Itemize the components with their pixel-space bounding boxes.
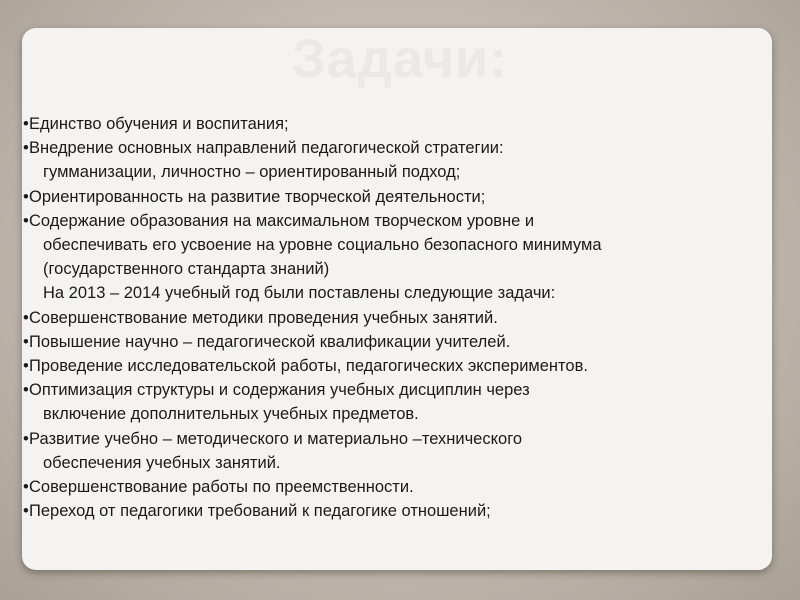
list-item-text: Переход от педагогики требований к педагогике отношений; [29, 502, 491, 521]
list-item [23, 209, 763, 233]
list-item-text: Ориентированность на развитие творческой деятельности; [29, 187, 486, 206]
bullet-marker: • [23, 211, 29, 230]
list-item [23, 136, 763, 160]
list-item [23, 330, 763, 354]
list-item [23, 112, 763, 136]
section-heading [23, 281, 763, 305]
list-item-continuation [23, 160, 763, 184]
list-item-continuation [23, 257, 763, 281]
list-item-text: (государственного стандарта знаний) [43, 260, 330, 279]
list-item-text: Совершенствование работы по преемственности. [29, 478, 414, 497]
list-item-text: Развитие учебно – методического и материально –технического [29, 429, 523, 448]
list-item-text: Проведение исследовательской работы, педагогических экспериментов. [29, 357, 588, 376]
list-item-text: Совершенствование методики проведения учебных занятий. [29, 308, 498, 327]
list-item [23, 378, 763, 402]
bullet-marker: • [23, 478, 29, 497]
bullet-marker: • [23, 429, 29, 448]
list-item-text: Повышение научно – педагогической квалификации учителей. [29, 332, 511, 351]
list-item [23, 499, 763, 523]
section-heading-text: На 2013 – 2014 учебный год были поставлены следующие задачи: [43, 284, 556, 303]
bullet-marker: • [23, 332, 29, 351]
list-item-text: Внедрение основных направлений педагогической стратегии: [29, 139, 504, 158]
bullet-marker: • [23, 308, 29, 327]
bullet-marker: • [23, 381, 29, 400]
bullet-marker: • [23, 502, 29, 521]
bullet-marker: • [23, 139, 29, 158]
list-item-text: Оптимизация структуры и содержания учебных дисциплин через [29, 381, 530, 400]
slide-title: Задачи: [291, 29, 509, 89]
list-item-text: гумманизации, личностно – ориентированный подход; [43, 163, 461, 182]
task-list [23, 112, 763, 523]
list-item [23, 475, 763, 499]
list-item-text: обеспечивать его усвоение на уровне социально безопасного минимума [43, 236, 602, 255]
list-item-continuation [23, 233, 763, 257]
list-item-text: обеспечения учебных занятий. [43, 453, 281, 472]
list-item-continuation [23, 402, 763, 426]
list-item-continuation [23, 451, 763, 475]
bullet-marker: • [23, 187, 29, 206]
list-item-text: включение дополнительных учебных предметов. [43, 405, 419, 424]
list-item-text: Содержание образования на максимальном творческом уровне и [29, 211, 535, 230]
list-item [23, 354, 763, 378]
list-item [23, 427, 763, 451]
bullet-marker: • [23, 115, 29, 133]
bullet-marker: • [23, 357, 29, 376]
list-item [23, 185, 763, 209]
list-item [23, 306, 763, 330]
list-item-text: Единство обучения и воспитания; [29, 115, 289, 133]
